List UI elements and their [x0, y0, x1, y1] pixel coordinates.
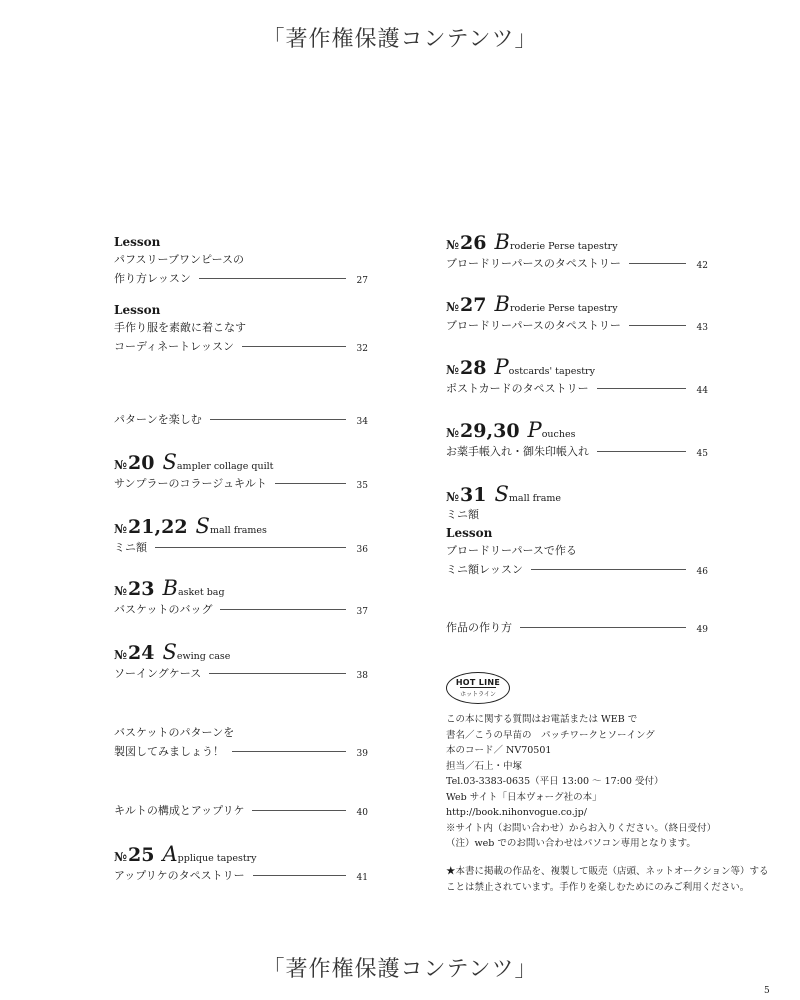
number-sign: № — [114, 648, 128, 662]
toc-entry-26[interactable] — [446, 230, 708, 272]
page-number: 5 — [764, 986, 770, 996]
title-rest: mall frames — [209, 525, 267, 536]
title-initial: S — [162, 640, 177, 664]
number-sign: № — [446, 363, 460, 377]
leader-line — [597, 388, 686, 389]
work-number: 20 — [128, 452, 155, 474]
leader-line — [210, 419, 346, 420]
entry-text: ソーイングケース — [114, 667, 202, 680]
leader-row — [446, 379, 708, 397]
work-heading — [446, 482, 708, 506]
entry-text: 作り方レッスン — [114, 272, 191, 285]
toc-entry-20[interactable] — [114, 450, 368, 492]
toc-entry-lesson-coordinate[interactable] — [114, 301, 368, 355]
title-rest: roderie Perse tapestry — [509, 241, 618, 252]
work-number: 27 — [460, 294, 487, 316]
entry-text: バスケットのパターンを — [114, 726, 235, 739]
toc-entry-24[interactable] — [114, 640, 368, 682]
toc-entry-quilt-structure[interactable] — [114, 801, 368, 819]
contact-info — [446, 712, 776, 852]
leader-line — [199, 278, 346, 279]
number-sign: № — [114, 522, 128, 536]
work-heading — [114, 514, 368, 538]
entry-text: ブロードリーパースで作る — [446, 544, 577, 557]
toc-entry-23[interactable] — [114, 576, 368, 618]
lesson-label: Lesson — [114, 303, 161, 317]
leader-line — [220, 609, 346, 610]
entry-text: ブロードリーパースのタペストリー — [446, 257, 621, 270]
number-sign: № — [446, 426, 460, 440]
toc-entry-how-to-make[interactable] — [446, 618, 708, 636]
leader-line — [253, 875, 346, 876]
info-line: 書名／こうの早苗の パッチワークとソーイング — [446, 729, 655, 741]
info-line: （注）web でのお問い合わせはパソコン専用となります。 — [446, 838, 696, 849]
lesson-label: Lesson — [114, 235, 161, 249]
page-ref: 32 — [356, 344, 368, 354]
leader-line — [531, 569, 686, 570]
leader-row — [114, 337, 368, 355]
page-ref: 46 — [696, 567, 708, 577]
leader-row — [114, 410, 368, 428]
watermark-top: 「著作権保護コンテンツ」 — [262, 27, 538, 52]
title-initial: B — [494, 230, 510, 254]
page-ref: 49 — [696, 625, 708, 635]
page-ref: 40 — [356, 808, 368, 818]
toc-entry-28[interactable] — [446, 355, 708, 397]
number-sign: № — [446, 238, 460, 252]
page-ref: 27 — [356, 276, 368, 286]
work-number: 29,30 — [460, 420, 520, 442]
work-heading — [114, 842, 368, 866]
entry-text: ミニ額レッスン — [446, 563, 523, 576]
entry-text: ミニ額 — [446, 508, 479, 521]
page-ref: 42 — [696, 261, 708, 271]
entry-text: 作品の作り方 — [446, 621, 512, 634]
entry-text: バスケットのバッグ — [114, 603, 213, 616]
toc-entry-27[interactable] — [446, 292, 708, 334]
title-rest: ewing case — [176, 651, 231, 662]
leader-line — [629, 325, 686, 326]
lesson-label: Lesson — [446, 526, 493, 540]
leader-row — [114, 866, 368, 884]
title-rest: ampler collage quilt — [176, 461, 274, 472]
leader-line — [629, 263, 686, 264]
leader-row — [114, 801, 368, 819]
entry-text: ミニ額 — [114, 541, 147, 554]
entry-text: サンプラーのコラージュキルト — [114, 477, 267, 490]
work-heading — [446, 418, 708, 442]
title-initial: B — [494, 292, 510, 316]
title-rest: mall frame — [508, 493, 562, 504]
leader-row — [446, 618, 708, 636]
page-ref: 44 — [696, 386, 708, 396]
entry-text: パターンを楽しむ — [114, 413, 202, 426]
work-number: 28 — [460, 357, 487, 379]
leader-row — [114, 474, 368, 492]
title-initial: S — [195, 514, 210, 538]
entry-text: ブロードリーパースのタペストリー — [446, 319, 621, 332]
work-heading — [446, 292, 708, 316]
leader-line — [597, 451, 686, 452]
leader-line — [155, 547, 346, 548]
work-heading — [446, 230, 708, 254]
page-ref: 36 — [356, 545, 368, 555]
work-heading — [446, 355, 708, 379]
title-rest: asket bag — [177, 587, 225, 598]
title-rest: pplique tapestry — [177, 853, 257, 864]
page-ref: 43 — [696, 323, 708, 333]
leader-line — [209, 673, 346, 674]
leader-row — [446, 560, 708, 578]
entry-text: 製図してみましょう！ — [114, 745, 224, 758]
info-line: 本のコード／ NV70501 — [446, 745, 552, 756]
leader-line — [275, 483, 346, 484]
leader-row — [114, 600, 368, 618]
leader-line — [520, 627, 686, 628]
leader-row — [114, 664, 368, 682]
title-initial: A — [162, 842, 178, 866]
info-line: この本に関する質問はお電話または WEB で — [446, 714, 638, 725]
title-initial: P — [527, 418, 542, 442]
work-heading — [114, 450, 368, 474]
toc-entry-21-22[interactable] — [114, 514, 368, 556]
hotline-logo — [446, 672, 510, 704]
entry-text: お薬手帳入れ・御朱印帳入れ — [446, 445, 589, 458]
title-initial: S — [162, 450, 177, 474]
leader-row — [446, 254, 708, 272]
work-number: 21,22 — [128, 516, 188, 538]
page-ref: 37 — [356, 607, 368, 617]
page-ref: 38 — [356, 671, 368, 681]
work-number: 26 — [460, 232, 487, 254]
info-url[interactable]: http://book.nihonvogue.co.jp/ — [446, 807, 587, 818]
leader-row — [114, 269, 368, 287]
entry-text: キルトの構成とアップリケ — [114, 804, 245, 817]
leader-row — [446, 442, 708, 460]
number-sign: № — [114, 850, 128, 864]
work-number: 23 — [128, 578, 155, 600]
info-line: ※サイト内（お問い合わせ）からお入りください。（終日受付） — [446, 822, 717, 834]
number-sign: № — [114, 458, 128, 472]
entry-text: パフスリーブワンピースの — [114, 253, 245, 266]
title-initial: P — [494, 355, 509, 379]
watermark-bottom: 「著作権保護コンテンツ」 — [262, 957, 538, 982]
page-ref: 35 — [356, 481, 368, 491]
toc-entry-basket-pattern[interactable] — [114, 724, 368, 760]
toc-entry-31[interactable] — [446, 482, 708, 578]
toc-entry-pattern[interactable] — [114, 410, 368, 428]
title-initial: S — [494, 482, 509, 506]
info-line: 担当／石上・中塚 — [446, 760, 523, 772]
number-sign: № — [446, 300, 460, 314]
work-number: 25 — [128, 844, 155, 866]
title-initial: B — [162, 576, 178, 600]
toc-entry-lesson-dress[interactable] — [114, 233, 368, 287]
title-rest: ouches — [541, 429, 576, 440]
leader-row — [114, 538, 368, 556]
title-rest: roderie Perse tapestry — [509, 303, 618, 314]
work-number: 24 — [128, 642, 155, 664]
page-ref: 39 — [356, 749, 368, 759]
entry-text: コーディネートレッスン — [114, 340, 235, 353]
page-ref: 45 — [696, 449, 708, 459]
leader-line — [252, 810, 346, 811]
info-line: Web サイト「日本ヴォーグ社の本」 — [446, 791, 602, 803]
toc-entry-25[interactable] — [114, 842, 368, 884]
title-rest: ostcards' tapestry — [508, 366, 595, 377]
hotline-subtitle: ホットライン — [460, 687, 496, 698]
number-sign: № — [446, 490, 460, 504]
page-ref: 34 — [356, 417, 368, 427]
page-ref: 41 — [356, 873, 368, 883]
leader-row — [446, 316, 708, 334]
number-sign: № — [114, 584, 128, 598]
copyright-notice: ★本書に掲載の作品を、複製して販売（店頭、ネットオークション等）することは禁止されています。手作りを楽しむためにのみご利用ください。 — [446, 866, 769, 893]
work-heading — [114, 640, 368, 664]
work-number: 31 — [460, 484, 487, 506]
hotline-title: HOT LINE — [455, 678, 501, 687]
work-heading — [114, 576, 368, 600]
info-line: Tel.03-3383-0635（平日 13:00 ～ 17:00 受付） — [446, 776, 664, 787]
leader-line — [242, 346, 346, 347]
leader-row — [114, 742, 368, 760]
entry-text: アップリケのタペストリー — [114, 869, 245, 882]
entry-text: ポストカードのタペストリー — [446, 382, 589, 395]
leader-line — [232, 751, 346, 752]
entry-text: 手作り服を素敵に着こなす — [114, 321, 246, 334]
toc-entry-29-30[interactable] — [446, 418, 708, 460]
